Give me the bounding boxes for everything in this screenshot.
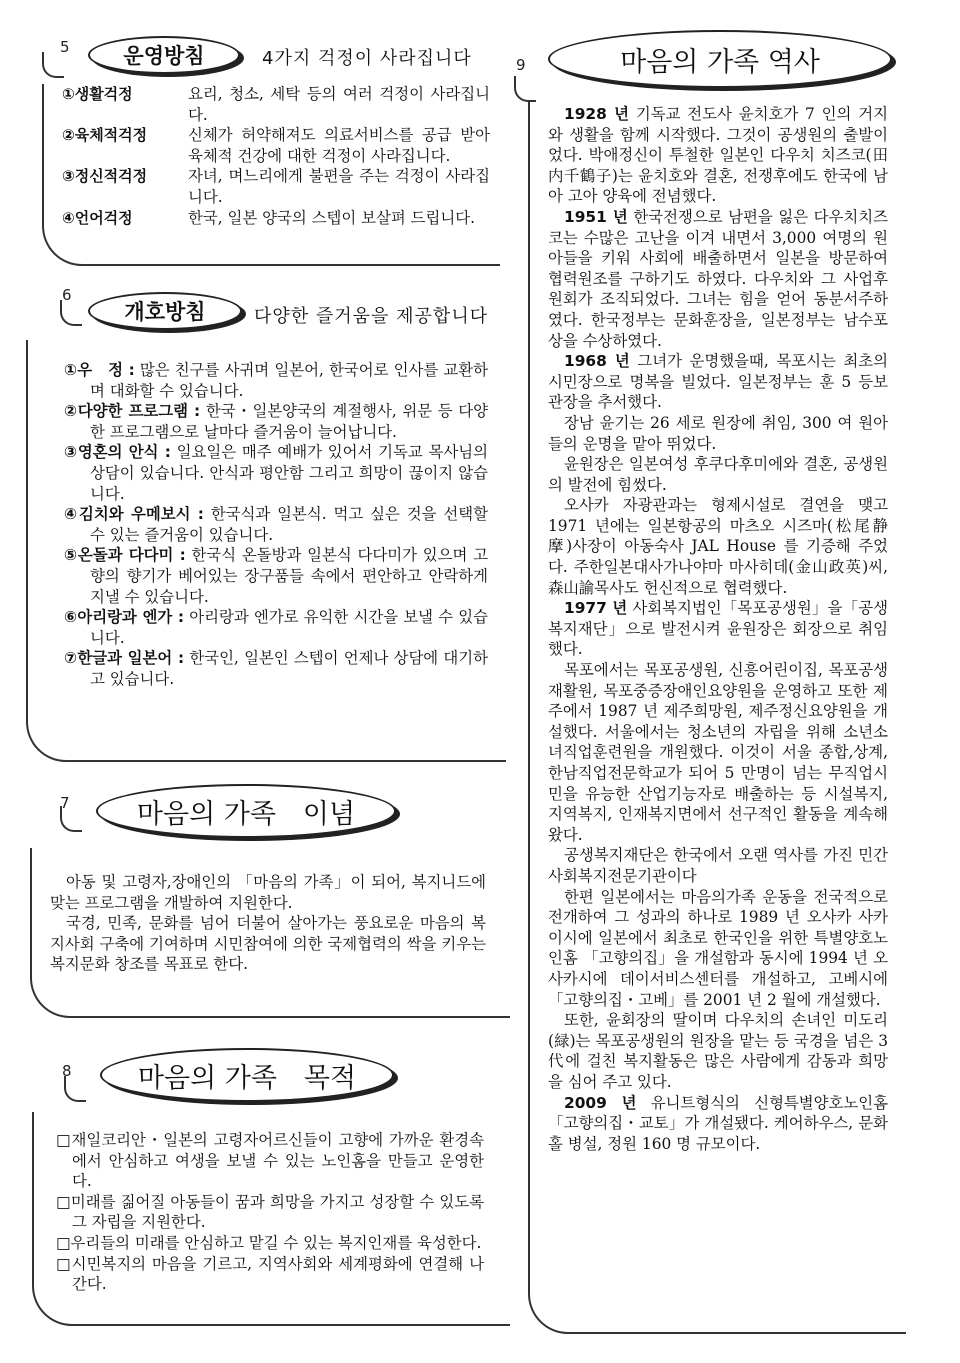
section-9-title: 마음의 가족 역사 [548,30,892,88]
section-5-body [62,84,490,228]
section-6-body [64,360,488,690]
policy-item [64,504,488,545]
purpose-item: □재일코리안・일본의 고령자어르신들이 고향에 가까운 환경속에서 안심하고 여생을 보낼 수 있는 노인홈을 만들고 운영한다. [56,1131,484,1191]
policy-term: ③영혼의 안식 : [64,443,171,462]
policy-desc: 한국식 온돌방과 일본식 다다미가 있으며 고향의 향기가 베어있는 장구품들 속에서 편안하고 안락하게 지낼 수 있습니다. [90,546,488,606]
concern-desc: 한국, 일본 양국의 스텝이 보살펴 드립니다. [188,208,475,227]
history-text: 장남 윤기는 26 세로 원장에 취임, 300 여 원아들의 운명을 맡아 뛰었다. [548,413,888,453]
history-text: 또한, 윤회장의 딸이며 다우치의 손녀인 미도리(緑)는 목포공생원의 원장을 맡는 등 국경을 넘은 3代에 걸친 복지활동은 많은 사람에게 감동과 희망을 심어 주고 있다. [548,1011,888,1091]
concern-row [62,208,490,229]
policy-desc: 한국・일본양국의 계절행사, 위문 등 다양한 프로그램으로 날마다 즐거움이 늘어납니다. [90,402,488,441]
policy-item [64,401,488,442]
history-year: 1977 년 [564,599,628,618]
history-paragraph [548,887,888,1011]
policy-item [64,607,488,648]
concern-term: ②육체적걱정 [62,126,148,145]
section-number-5: 5 [60,38,70,56]
section-7-title: 마음의 가족 이념 [96,784,396,838]
history-text: 공생복지재단은 한국에서 오랜 역사를 가진 민간사회복지전문기관이다 [548,846,888,885]
policy-desc: 많은 친구를 사귀며 일본어, 한국어로 인사를 교환하며 대화할 수 있습니다. [90,361,488,400]
history-paragraph [548,454,888,495]
history-year: 2009 년 [564,1093,637,1112]
history-text: 사회복지법인「목포공생원」을「공생복지재단」으로 발전시켜 윤원장은 회장으로 취임했다. [548,599,888,659]
section-8-title: 마음의 가족 목적 [100,1048,394,1102]
bracket-curl [64,1076,86,1102]
history-paragraph [548,660,888,845]
history-year: 1968 년 [564,352,630,371]
section-5-subtitle: 4가지 걱정이 사라집니다 [262,48,472,69]
section-number-9: 9 [516,56,526,74]
policy-item [64,545,488,607]
history-paragraph [548,598,888,660]
concern-row [62,125,490,166]
policy-term: ⑥아리랑과 엔가 : [64,608,185,627]
ideology-paragraph: 아동 및 고령자,장애인의 「마음의 가족」이 되어, 복지니드에 맞는 프로그램을 개발하여 지원한다. [50,873,486,912]
bracket-curl [60,806,82,832]
history-paragraph [548,495,888,598]
history-paragraph [548,351,888,413]
section-number-8: 8 [62,1062,72,1080]
policy-desc: 아리랑과 엔가로 유익한 시간을 보낼 수 있습니다. [90,608,488,647]
concern-row [62,166,490,207]
section-6-subtitle: 다양한 즐거움을 제공합니다 [254,306,489,327]
history-year: 1951 년 [564,207,628,226]
concern-term: ④언어걱정 [62,208,133,227]
concern-desc: 요리, 청소, 세탁 등의 여러 걱정이 사라집니다. [188,85,490,124]
policy-item [64,648,488,689]
history-text: 목포에서는 목포공생원, 신흥어린이집, 목포공생재활원, 목포중증장애인요양원을 운영하고 또한 제주에서 1987 년 제주희망원, 제주정신요양원을 개설했다. 서울에서는 청소년의 자립을 위해 소년소녀직업훈련원을 개원했다. 이것이 서울 종합,상계, 한남직업전문학교가 되어 5 만명이 넘는 무직업시민을 유능한 산업기능자로 배출하는 등 시설복지, 지역복지, 인재복지면에서 선구적인 활동을 계속해왔다. [548,661,888,844]
section-8-body [56,1130,484,1295]
section-6-title: 개호방침 [88,292,242,330]
history-year: 1928 년 [564,105,630,123]
policy-term: ④김치와 우메보시 : [64,505,204,524]
history-paragraph [548,1093,888,1155]
section-5-title: 운영방침 [88,36,240,74]
history-paragraph [548,1010,888,1092]
concern-term: ①생활걱정 [62,85,133,103]
section-number-7: 7 [60,794,70,812]
purpose-item: □우리들의 미래를 안심하고 맡길 수 있는 복지인재를 육성한다. [56,1233,482,1252]
bracket-curl [42,52,64,78]
section-7-body [50,872,486,975]
policy-term: ①우 정 : [64,361,135,379]
policy-desc: 일요일은 매주 예배가 있어서 기독교 목사님의 상담이 있습니다. 안식과 평안함 그리고 희망이 끊이지 않습니다. [90,443,488,503]
history-paragraph [548,845,888,886]
history-text: 오사카 자광관과는 형제시설로 결연을 맺고 1971 년에는 일본항공의 마츠오 시즈마(松尾静摩)사장이 아동숙사 JAL House 를 기증해 주었다. 주한일본대사가나야마 마사히데(金山政英)씨, 森山諭목사도 헌신적으로 협력했다. [548,496,888,597]
history-text: 한편 일본에서는 마음의가족 운동을 전국적으로 전개하여 그 성과의 하나로 1989 년 오사카 사카이시에 일본에서 최초로 한국인을 위한 특별양호노인홈 「고향의집」을 개설함과 동시에 1994 년 오사카시에 데이서비스센터를 개설하고, 고베시에 「고향의집・고베」를 2001 년 2 월에 개설했다. [548,887,888,1009]
ideology-paragraph: 국경, 민족, 문화를 넘어 더불어 살아가는 풍요로운 마음의 복지사회 구축에 기여하며 시민참여에 의한 국제협력의 싹을 키우는 복지문화 창조를 목표로 한다. [50,914,486,974]
section-9-body [548,104,888,1154]
policy-desc: 한국인, 일본인 스텝이 언제나 상담에 대기하고 있습니다. [90,649,489,688]
section-number-6: 6 [62,286,72,304]
policy-desc: 한국식과 일본식. 먹고 싶은 것을 선택할 수 있는 즐거움이 있습니다. [90,505,488,544]
history-paragraph [548,104,888,207]
history-text: 그녀가 운명했을때, 목포시는 최초의 시민장으로 명복을 빌었다. 일본정부는 훈 5 등보관장을 추서했다. [548,352,888,412]
history-paragraph [548,413,888,454]
policy-item [64,360,488,401]
policy-term: ⑤온돌과 다다미 : [64,546,186,565]
concern-desc: 자녀, 며느리에게 불편을 주는 걱정이 사라집니다. [188,167,490,206]
concern-term: ③정신적걱정 [62,167,148,186]
history-text: 기독교 전도사 윤치호가 7 인의 거지와 생활을 함께 시작했다. 그것이 공생원의 출발이었다. 박애정신이 투철한 일본인 다우치 치즈코(田内千鶴子)는 윤치호와 결혼, 전쟁후에도 한국에 남아 고아 양육에 전념했다. [548,105,888,206]
history-text: 한국전쟁으로 남편을 잃은 다우치치즈코는 수많은 고난을 이겨 내면서 3,000 여명의 원아들을 키워 사회에 배출하면서 일본을 방문하여 협력원조를 구하기도 하였다. 다우치와 그 사업후원회가 조직되었다. 그녀는 힘을 얻어 동분서주하였다. 한국정부는 문화훈장을, 일본정부는 남수포상을 수상하였다. [548,207,888,350]
history-paragraph [548,207,888,351]
policy-term: ⑦한글과 일본어 : [64,649,185,668]
purpose-item: □미래를 짊어질 아동들이 꿈과 희망을 가지고 성장할 수 있도록 그 자립을 지원한다. [56,1192,484,1232]
policy-item [64,442,488,504]
concern-desc: 신체가 허약해져도 의료서비스를 공급 받아 육체적 건강에 대한 걱정이 사라집니다. [188,126,490,165]
bracket-curl [514,76,536,102]
history-text: 윤원장은 일본여성 후쿠다후미에와 결혼, 공생원의 발전에 힘썼다. [548,455,888,494]
concern-row [62,84,490,125]
history-text: 유니트형식의 신형특별양호노인홈 「고향의집・교토」가 개설됐다. 케어하우스, 문화홀 병설, 정원 160 명 규모이다. [548,1093,889,1153]
purpose-item: □시민복지의 마음을 기르고, 지역사회와 세계평화에 연결해 나간다. [56,1254,484,1294]
bracket-curl [60,300,82,326]
policy-term: ②다양한 프로그램 : [64,402,201,421]
